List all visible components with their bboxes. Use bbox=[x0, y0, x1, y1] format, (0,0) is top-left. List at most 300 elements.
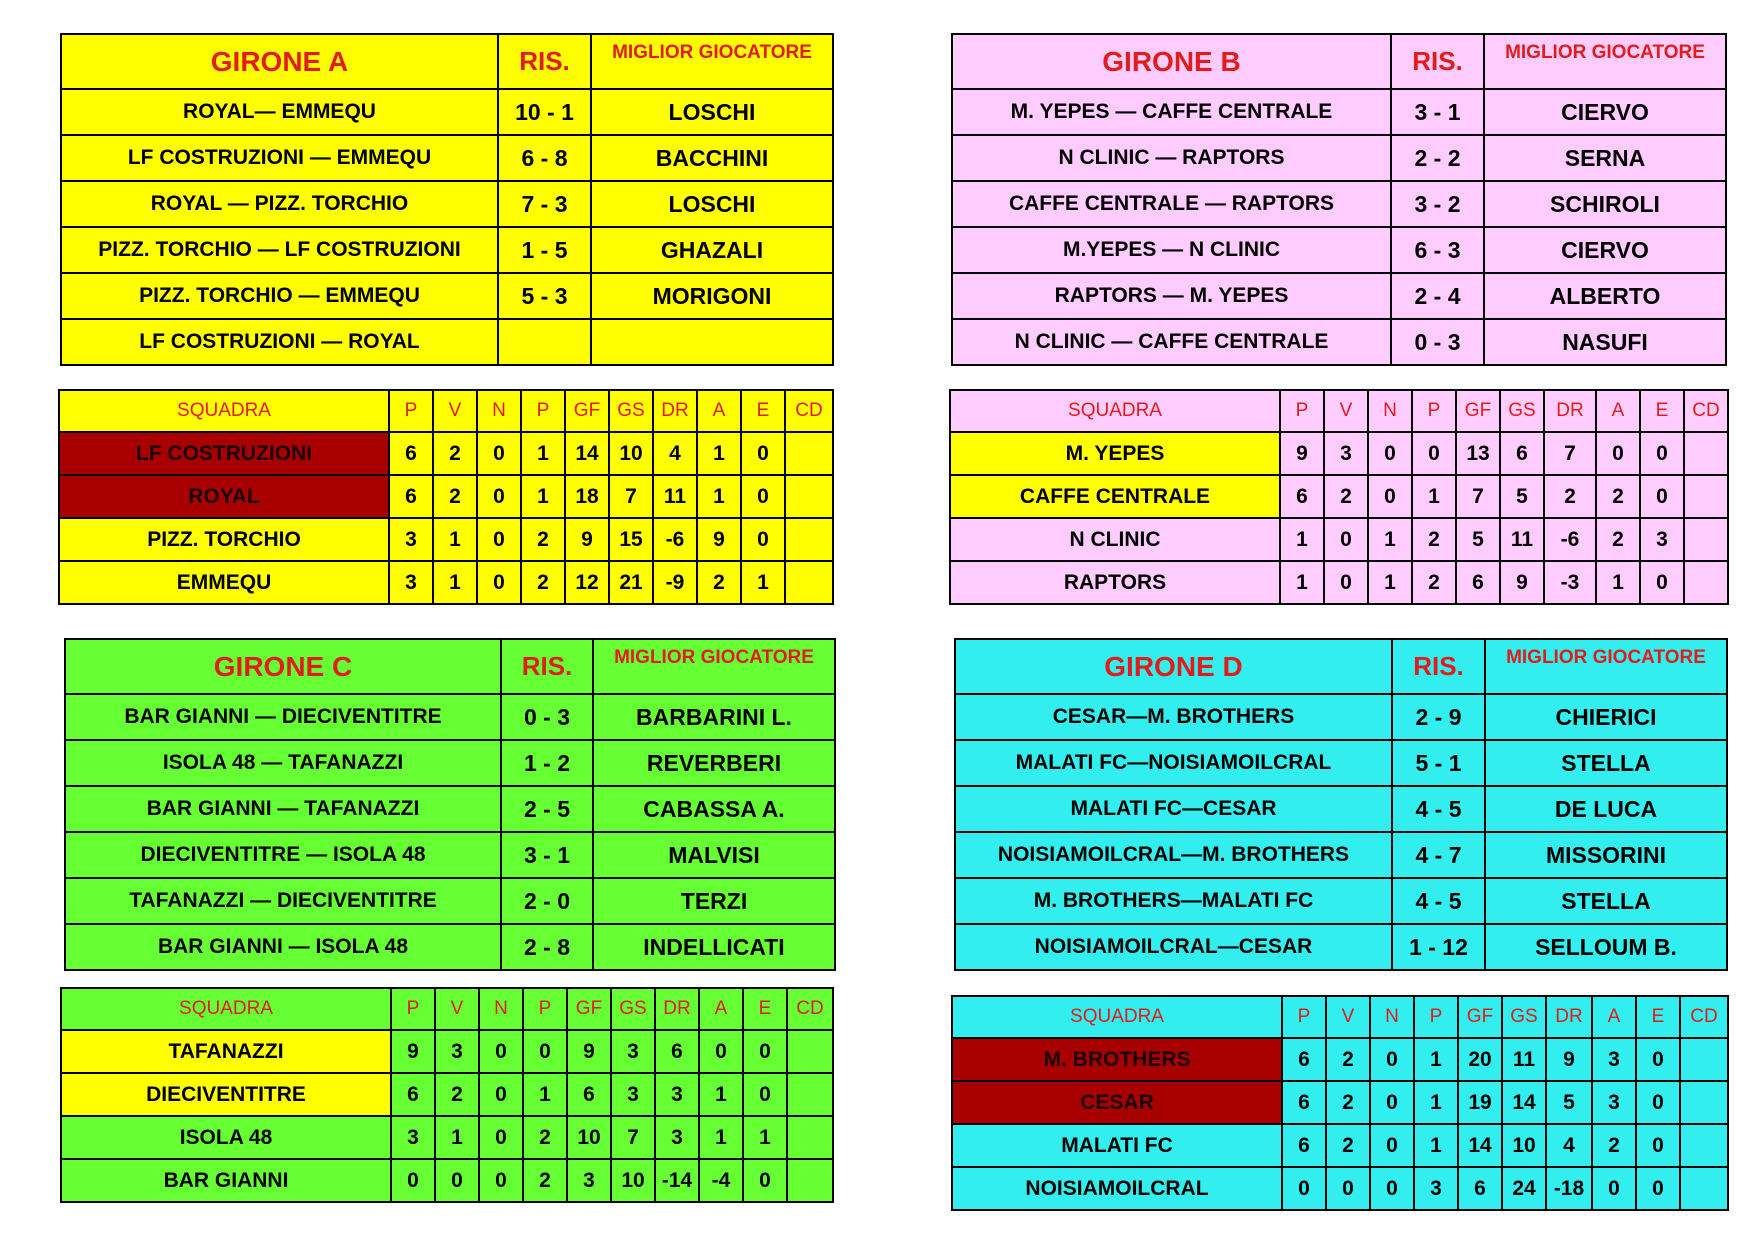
col-gf: GF bbox=[567, 988, 611, 1030]
match-score: 3 - 1 bbox=[501, 832, 593, 878]
match-score: 3 - 2 bbox=[1391, 181, 1484, 227]
stat-cell: 7 bbox=[611, 1116, 655, 1159]
stat-cell: 1 bbox=[433, 518, 477, 561]
match-row bbox=[65, 786, 835, 832]
col-gs: GS bbox=[1500, 390, 1544, 432]
stat-cell: -9 bbox=[653, 561, 697, 604]
stat-cell: 0 bbox=[477, 475, 521, 518]
best-player-header: MIGLIOR GIOCATORE bbox=[1484, 34, 1726, 89]
stat-cell: 14 bbox=[565, 432, 609, 475]
stat-cell: 2 bbox=[1324, 475, 1368, 518]
col-a: A bbox=[697, 390, 741, 432]
stat-cell: 3 bbox=[1414, 1167, 1458, 1210]
stat-cell: 9 bbox=[1546, 1038, 1592, 1081]
standing-row bbox=[952, 1081, 1728, 1124]
stat-cell: 0 bbox=[1370, 1081, 1414, 1124]
match-name: PIZZ. TORCHIO — EMMEQU bbox=[61, 273, 498, 319]
stat-cell: 9 bbox=[1280, 432, 1324, 475]
col-p2: P bbox=[1414, 996, 1458, 1038]
stat-cell: 3 bbox=[567, 1159, 611, 1202]
col-dr: DR bbox=[1544, 390, 1596, 432]
match-score: 2 - 0 bbox=[501, 878, 593, 924]
stat-cell bbox=[1684, 475, 1728, 518]
best-player: CABASSA A. bbox=[593, 786, 835, 832]
stat-cell: 1 bbox=[433, 561, 477, 604]
best-player bbox=[591, 319, 833, 365]
match-row bbox=[952, 319, 1726, 365]
girone-d-results bbox=[954, 638, 1728, 971]
stat-cell: 2 bbox=[1412, 561, 1456, 604]
col-n: N bbox=[479, 988, 523, 1030]
match-score: 5 - 3 bbox=[498, 273, 591, 319]
stat-cell: 9 bbox=[1500, 561, 1544, 604]
team-name: EMMEQU bbox=[59, 561, 389, 604]
col-p2: P bbox=[523, 988, 567, 1030]
col-p: P bbox=[389, 390, 433, 432]
stat-cell bbox=[785, 518, 833, 561]
stat-cell: 2 bbox=[433, 432, 477, 475]
match-name: PIZZ. TORCHIO — LF COSTRUZIONI bbox=[61, 227, 498, 273]
col-dr: DR bbox=[653, 390, 697, 432]
match-score: 10 - 1 bbox=[498, 89, 591, 135]
stat-cell: 2 bbox=[521, 561, 565, 604]
stat-cell: 0 bbox=[1370, 1124, 1414, 1167]
stat-cell bbox=[1680, 1081, 1728, 1124]
stat-cell: 0 bbox=[741, 475, 785, 518]
stat-cell: 0 bbox=[523, 1030, 567, 1073]
match-name: MALATI FC—NOISIAMOILCRAL bbox=[955, 740, 1392, 786]
best-player: TERZI bbox=[593, 878, 835, 924]
stat-cell: 1 bbox=[1368, 518, 1412, 561]
best-player: MORIGONI bbox=[591, 273, 833, 319]
col-squadra: SQUADRA bbox=[950, 390, 1280, 432]
best-player: CHIERICI bbox=[1485, 694, 1727, 740]
team-name: BAR GIANNI bbox=[61, 1159, 391, 1202]
stat-cell: 1 bbox=[1414, 1038, 1458, 1081]
stat-cell: 0 bbox=[1636, 1167, 1680, 1210]
best-player: BACCHINI bbox=[591, 135, 833, 181]
stat-cell: 0 bbox=[1640, 475, 1684, 518]
stat-cell: 3 bbox=[435, 1030, 479, 1073]
stat-cell: 0 bbox=[741, 518, 785, 561]
match-row bbox=[65, 878, 835, 924]
match-name: N CLINIC — RAPTORS bbox=[952, 135, 1391, 181]
match-score: 0 - 3 bbox=[1391, 319, 1484, 365]
stat-cell: 6 bbox=[1280, 475, 1324, 518]
col-squadra: SQUADRA bbox=[59, 390, 389, 432]
best-player-header: MIGLIOR GIOCATORE bbox=[591, 34, 833, 89]
stat-cell: 0 bbox=[1368, 432, 1412, 475]
stat-cell: 6 bbox=[1456, 561, 1500, 604]
stat-cell: 2 bbox=[1326, 1124, 1370, 1167]
stat-cell bbox=[1684, 561, 1728, 604]
team-name: M. BROTHERS bbox=[952, 1038, 1282, 1081]
best-player-header: MIGLIOR GIOCATORE bbox=[593, 639, 835, 694]
stat-cell: 0 bbox=[477, 432, 521, 475]
stat-cell: 0 bbox=[1370, 1038, 1414, 1081]
match-name: LF COSTRUZIONI — EMMEQU bbox=[61, 135, 498, 181]
match-row bbox=[955, 694, 1727, 740]
stat-cell bbox=[787, 1030, 833, 1073]
stat-cell: 1 bbox=[699, 1116, 743, 1159]
stat-cell bbox=[785, 475, 833, 518]
stat-cell: 9 bbox=[391, 1030, 435, 1073]
stat-cell: 5 bbox=[1546, 1081, 1592, 1124]
match-name: BAR GIANNI — ISOLA 48 bbox=[65, 924, 501, 970]
match-row bbox=[61, 319, 833, 365]
match-row bbox=[955, 832, 1727, 878]
stat-cell: 11 bbox=[653, 475, 697, 518]
stat-cell: 3 bbox=[389, 561, 433, 604]
stat-cell: 6 bbox=[1500, 432, 1544, 475]
stat-cell: 1 bbox=[1596, 561, 1640, 604]
standing-row bbox=[59, 561, 833, 604]
match-row bbox=[952, 89, 1726, 135]
stat-cell: -6 bbox=[653, 518, 697, 561]
stat-cell: 0 bbox=[391, 1159, 435, 1202]
stat-cell: 10 bbox=[609, 432, 653, 475]
team-name: MALATI FC bbox=[952, 1124, 1282, 1167]
stat-cell: 0 bbox=[1324, 518, 1368, 561]
match-row bbox=[955, 878, 1727, 924]
stat-cell: 6 bbox=[655, 1030, 699, 1073]
col-n: N bbox=[1370, 996, 1414, 1038]
team-name: RAPTORS bbox=[950, 561, 1280, 604]
stat-cell: 1 bbox=[697, 475, 741, 518]
girone-b-standings bbox=[949, 389, 1729, 605]
best-player: LOSCHI bbox=[591, 181, 833, 227]
girone-d-standings bbox=[951, 995, 1729, 1211]
stat-cell: 0 bbox=[1326, 1167, 1370, 1210]
stat-cell bbox=[787, 1073, 833, 1116]
col-gs: GS bbox=[609, 390, 653, 432]
stat-cell bbox=[1680, 1167, 1728, 1210]
stat-cell: 0 bbox=[1636, 1038, 1680, 1081]
stat-cell: 6 bbox=[391, 1073, 435, 1116]
standing-row bbox=[952, 1167, 1728, 1210]
stat-cell: 0 bbox=[1324, 561, 1368, 604]
stat-cell: 7 bbox=[609, 475, 653, 518]
match-name: NOISIAMOILCRAL—CESAR bbox=[955, 924, 1392, 970]
stat-cell: 19 bbox=[1458, 1081, 1502, 1124]
stat-cell: 1 bbox=[741, 561, 785, 604]
match-name: NOISIAMOILCRAL—M. BROTHERS bbox=[955, 832, 1392, 878]
stat-cell: 0 bbox=[1640, 432, 1684, 475]
team-name: N CLINIC bbox=[950, 518, 1280, 561]
stat-cell: 3 bbox=[611, 1073, 655, 1116]
stat-cell: 0 bbox=[743, 1073, 787, 1116]
girone-a-standings bbox=[58, 389, 834, 605]
girone-b-title: GIRONE B bbox=[952, 34, 1391, 89]
stat-cell bbox=[785, 432, 833, 475]
team-name: M. YEPES bbox=[950, 432, 1280, 475]
match-score: 5 - 1 bbox=[1392, 740, 1485, 786]
results-header: RIS. bbox=[1391, 34, 1484, 89]
stat-cell: 1 bbox=[697, 432, 741, 475]
stat-cell: 15 bbox=[609, 518, 653, 561]
stat-cell: 0 bbox=[479, 1073, 523, 1116]
stat-cell: 3 bbox=[655, 1073, 699, 1116]
standing-row bbox=[61, 1116, 833, 1159]
col-e: E bbox=[743, 988, 787, 1030]
match-name: ROYAL — PIZZ. TORCHIO bbox=[61, 181, 498, 227]
match-name: ISOLA 48 — TAFANAZZI bbox=[65, 740, 501, 786]
stat-cell: 13 bbox=[1456, 432, 1500, 475]
stat-cell: 5 bbox=[1456, 518, 1500, 561]
girone-c-results bbox=[64, 638, 836, 971]
stat-cell: 3 bbox=[389, 518, 433, 561]
best-player: MALVISI bbox=[593, 832, 835, 878]
stat-cell: 9 bbox=[567, 1030, 611, 1073]
stat-cell: 11 bbox=[1502, 1038, 1546, 1081]
stat-cell: 20 bbox=[1458, 1038, 1502, 1081]
stat-cell: 14 bbox=[1458, 1124, 1502, 1167]
match-name: M. BROTHERS—MALATI FC bbox=[955, 878, 1392, 924]
best-player: STELLA bbox=[1485, 878, 1727, 924]
stat-cell: 0 bbox=[435, 1159, 479, 1202]
stat-cell: 7 bbox=[1456, 475, 1500, 518]
team-name: NOISIAMOILCRAL bbox=[952, 1167, 1282, 1210]
stat-cell: 3 bbox=[611, 1030, 655, 1073]
stat-cell: 0 bbox=[479, 1159, 523, 1202]
stat-cell: 2 bbox=[1596, 518, 1640, 561]
stat-cell: -14 bbox=[655, 1159, 699, 1202]
col-cd: CD bbox=[785, 390, 833, 432]
team-name: TAFANAZZI bbox=[61, 1030, 391, 1073]
stat-cell bbox=[787, 1116, 833, 1159]
stat-cell: 3 bbox=[1592, 1038, 1636, 1081]
stat-cell: 9 bbox=[565, 518, 609, 561]
stat-cell bbox=[1680, 1038, 1728, 1081]
col-v: V bbox=[1326, 996, 1370, 1038]
match-score: 4 - 5 bbox=[1392, 786, 1485, 832]
girone-a-title: GIRONE A bbox=[61, 34, 498, 89]
col-e: E bbox=[1640, 390, 1684, 432]
match-row bbox=[65, 694, 835, 740]
stat-cell: 6 bbox=[567, 1073, 611, 1116]
stat-cell: 5 bbox=[1500, 475, 1544, 518]
match-score bbox=[498, 319, 591, 365]
standing-row bbox=[59, 432, 833, 475]
standing-row bbox=[59, 518, 833, 561]
best-player: GHAZALI bbox=[591, 227, 833, 273]
stat-cell: 3 bbox=[1324, 432, 1368, 475]
match-name: CAFFE CENTRALE — RAPTORS bbox=[952, 181, 1391, 227]
standing-row bbox=[950, 518, 1728, 561]
team-name: ROYAL bbox=[59, 475, 389, 518]
match-row bbox=[65, 740, 835, 786]
stat-cell: 6 bbox=[1282, 1038, 1326, 1081]
stat-cell: 21 bbox=[609, 561, 653, 604]
girone-d-title: GIRONE D bbox=[955, 639, 1392, 694]
stat-cell: 3 bbox=[655, 1116, 699, 1159]
match-name: TAFANAZZI — DIECIVENTITRE bbox=[65, 878, 501, 924]
stat-cell: 1 bbox=[1414, 1124, 1458, 1167]
match-row bbox=[61, 273, 833, 319]
match-score: 2 - 4 bbox=[1391, 273, 1484, 319]
stat-cell: 0 bbox=[699, 1030, 743, 1073]
stat-cell: 1 bbox=[699, 1073, 743, 1116]
col-a: A bbox=[699, 988, 743, 1030]
stat-cell: 18 bbox=[565, 475, 609, 518]
match-name: RAPTORS — M. YEPES bbox=[952, 273, 1391, 319]
best-player: LOSCHI bbox=[591, 89, 833, 135]
stat-cell bbox=[785, 561, 833, 604]
match-name: DIECIVENTITRE — ISOLA 48 bbox=[65, 832, 501, 878]
match-row bbox=[955, 786, 1727, 832]
team-name: PIZZ. TORCHIO bbox=[59, 518, 389, 561]
match-score: 6 - 8 bbox=[498, 135, 591, 181]
match-row bbox=[65, 924, 835, 970]
stat-cell: 0 bbox=[477, 518, 521, 561]
col-dr: DR bbox=[655, 988, 699, 1030]
stat-cell: 9 bbox=[697, 518, 741, 561]
match-name: BAR GIANNI — DIECIVENTITRE bbox=[65, 694, 501, 740]
standing-row bbox=[952, 1124, 1728, 1167]
stat-cell: 0 bbox=[1596, 432, 1640, 475]
girone-c-title: GIRONE C bbox=[65, 639, 501, 694]
stat-cell: 2 bbox=[1596, 475, 1640, 518]
girone-a-results bbox=[60, 33, 834, 366]
stat-cell: 1 bbox=[1280, 518, 1324, 561]
standing-row bbox=[950, 475, 1728, 518]
stat-cell: 10 bbox=[567, 1116, 611, 1159]
col-e: E bbox=[741, 390, 785, 432]
stat-cell: 2 bbox=[697, 561, 741, 604]
match-score: 1 - 2 bbox=[501, 740, 593, 786]
best-player: ALBERTO bbox=[1484, 273, 1726, 319]
col-cd: CD bbox=[787, 988, 833, 1030]
col-a: A bbox=[1592, 996, 1636, 1038]
match-row bbox=[952, 181, 1726, 227]
stat-cell: 2 bbox=[523, 1159, 567, 1202]
stat-cell: 0 bbox=[1636, 1081, 1680, 1124]
stat-cell: 3 bbox=[1592, 1081, 1636, 1124]
stat-cell: 1 bbox=[1368, 561, 1412, 604]
best-player: STELLA bbox=[1485, 740, 1727, 786]
match-score: 1 - 5 bbox=[498, 227, 591, 273]
col-p2: P bbox=[521, 390, 565, 432]
stat-cell: 1 bbox=[435, 1116, 479, 1159]
standing-row bbox=[61, 1030, 833, 1073]
stat-cell: 12 bbox=[565, 561, 609, 604]
stat-cell: 0 bbox=[743, 1159, 787, 1202]
stat-cell: 2 bbox=[1326, 1081, 1370, 1124]
stat-cell: 10 bbox=[1502, 1124, 1546, 1167]
stat-cell: 0 bbox=[479, 1030, 523, 1073]
best-player: SERNA bbox=[1484, 135, 1726, 181]
best-player: SELLOUM B. bbox=[1485, 924, 1727, 970]
col-gf: GF bbox=[565, 390, 609, 432]
results-header: RIS. bbox=[1392, 639, 1485, 694]
stat-cell: 0 bbox=[479, 1116, 523, 1159]
stat-cell: 6 bbox=[1282, 1124, 1326, 1167]
col-p: P bbox=[1280, 390, 1324, 432]
standing-row bbox=[61, 1073, 833, 1116]
match-score: 2 - 9 bbox=[1392, 694, 1485, 740]
standing-row bbox=[950, 561, 1728, 604]
match-name: N CLINIC — CAFFE CENTRALE bbox=[952, 319, 1391, 365]
col-p: P bbox=[1282, 996, 1326, 1038]
match-score: 6 - 3 bbox=[1391, 227, 1484, 273]
match-score: 1 - 12 bbox=[1392, 924, 1485, 970]
col-p: P bbox=[391, 988, 435, 1030]
match-name: M. YEPES — CAFFE CENTRALE bbox=[952, 89, 1391, 135]
stat-cell: 0 bbox=[1592, 1167, 1636, 1210]
match-score: 7 - 3 bbox=[498, 181, 591, 227]
col-cd: CD bbox=[1680, 996, 1728, 1038]
team-name: CESAR bbox=[952, 1081, 1282, 1124]
col-gf: GF bbox=[1456, 390, 1500, 432]
best-player: MISSORINI bbox=[1485, 832, 1727, 878]
col-n: N bbox=[477, 390, 521, 432]
col-gf: GF bbox=[1458, 996, 1502, 1038]
col-squadra: SQUADRA bbox=[952, 996, 1282, 1038]
best-player: BARBARINI L. bbox=[593, 694, 835, 740]
match-score: 3 - 1 bbox=[1391, 89, 1484, 135]
match-score: 4 - 7 bbox=[1392, 832, 1485, 878]
standing-row bbox=[61, 1159, 833, 1202]
match-score: 2 - 2 bbox=[1391, 135, 1484, 181]
best-player: NASUFI bbox=[1484, 319, 1726, 365]
stat-cell bbox=[787, 1159, 833, 1202]
match-name: M.YEPES — N CLINIC bbox=[952, 227, 1391, 273]
stat-cell: 4 bbox=[1546, 1124, 1592, 1167]
col-v: V bbox=[435, 988, 479, 1030]
match-name: LF COSTRUZIONI — ROYAL bbox=[61, 319, 498, 365]
col-e: E bbox=[1636, 996, 1680, 1038]
stat-cell: 1 bbox=[521, 432, 565, 475]
stat-cell: 1 bbox=[523, 1073, 567, 1116]
stat-cell: 6 bbox=[389, 432, 433, 475]
match-name: MALATI FC—CESAR bbox=[955, 786, 1392, 832]
team-name: LF COSTRUZIONI bbox=[59, 432, 389, 475]
col-n: N bbox=[1368, 390, 1412, 432]
col-a: A bbox=[1596, 390, 1640, 432]
stat-cell: 4 bbox=[653, 432, 697, 475]
stat-cell: -4 bbox=[699, 1159, 743, 1202]
stat-cell: 1 bbox=[1280, 561, 1324, 604]
stat-cell: 14 bbox=[1502, 1081, 1546, 1124]
stat-cell: 2 bbox=[1544, 475, 1596, 518]
stat-cell: 2 bbox=[1592, 1124, 1636, 1167]
standing-row bbox=[59, 475, 833, 518]
stat-cell bbox=[1684, 518, 1728, 561]
match-name: ROYAL— EMMEQU bbox=[61, 89, 498, 135]
col-p2: P bbox=[1412, 390, 1456, 432]
stat-cell: 0 bbox=[477, 561, 521, 604]
best-player: CIERVO bbox=[1484, 227, 1726, 273]
best-player: CIERVO bbox=[1484, 89, 1726, 135]
team-name: CAFFE CENTRALE bbox=[950, 475, 1280, 518]
match-row bbox=[952, 227, 1726, 273]
col-v: V bbox=[1324, 390, 1368, 432]
stat-cell: 3 bbox=[391, 1116, 435, 1159]
stat-cell: 0 bbox=[1636, 1124, 1680, 1167]
stat-cell: 2 bbox=[1326, 1038, 1370, 1081]
stat-cell: 0 bbox=[1368, 475, 1412, 518]
stat-cell: -18 bbox=[1546, 1167, 1592, 1210]
results-header: RIS. bbox=[501, 639, 593, 694]
team-name: ISOLA 48 bbox=[61, 1116, 391, 1159]
best-player-header: MIGLIOR GIOCATORE bbox=[1485, 639, 1727, 694]
match-row bbox=[955, 924, 1727, 970]
match-score: 4 - 5 bbox=[1392, 878, 1485, 924]
match-row bbox=[65, 832, 835, 878]
stat-cell: -3 bbox=[1544, 561, 1596, 604]
col-gs: GS bbox=[1502, 996, 1546, 1038]
stat-cell: 6 bbox=[1282, 1081, 1326, 1124]
